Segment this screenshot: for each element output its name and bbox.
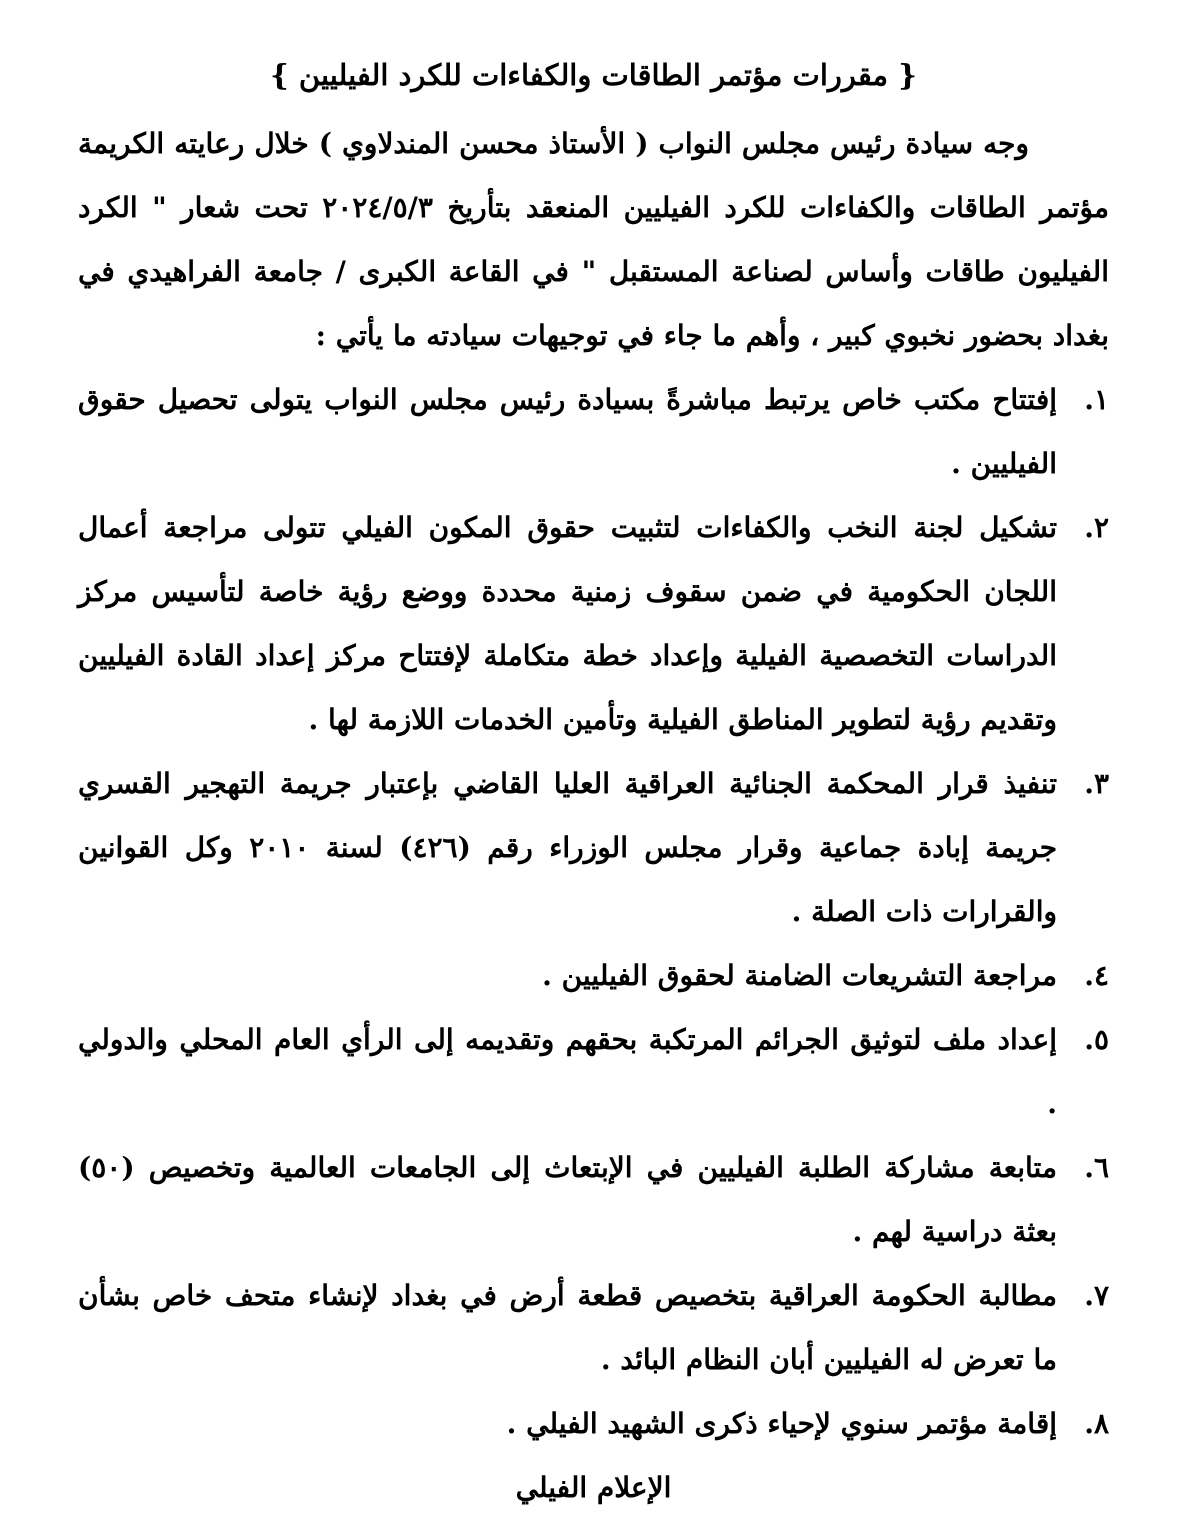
- list-item-text: إفتتاح مكتب خاص يرتبط مباشرةً بسيادة رئيس مجلس النواب يتولى تحصيل حقوق الفيليين .: [78, 383, 1057, 480]
- list-item: [78, 1264, 1109, 1392]
- list-item: [78, 368, 1109, 496]
- list-item-number: ٢.: [1084, 511, 1109, 544]
- list-item-number: ٥.: [1084, 1023, 1109, 1056]
- list-item: [78, 1392, 1109, 1456]
- list-item-number: ١.: [1084, 383, 1109, 416]
- list-item-number: ٧.: [1084, 1279, 1109, 1312]
- list-item-number: ٤.: [1084, 959, 1109, 992]
- list-item: [78, 752, 1109, 944]
- list-item-text: تنفيذ قرار المحكمة الجنائية العراقية العليا القاضي بإعتبار جريمة التهجير القسري جريمة إبادة جماعية وقرار مجلس الوزراء رقم (٤٢٦) لسنة ٢٠١٠ وكل القوانين والقرارات ذات الصلة .: [78, 767, 1058, 928]
- signature: الإعلام الفيلي: [515, 1471, 672, 1504]
- list-item-number: ٨.: [1084, 1407, 1109, 1440]
- list-item-text: مطالبة الحكومة العراقية بتخصيص قطعة أرض في بغداد لإنشاء متحف خاص بشأن ما تعرض له الفيليين أبان النظام البائد .: [78, 1279, 1057, 1376]
- list-item: [78, 496, 1109, 752]
- list-item-number: ٦.: [1084, 1151, 1109, 1184]
- list-item-text: متابعة مشاركة الطلبة الفيليين في الإبتعاث إلى الجامعات العالمية وتخصيص (٥٠) بعثة دراسية لهم .: [78, 1151, 1057, 1248]
- list-item-text: تشكيل لجنة النخب والكفاءات لتثبيت حقوق المكون الفيلي تتولى مراجعة أعمال اللجان الحكومية في ضمن سقوف زمنية محددة ووضع رؤية خاصة لتأسيس مركز الدراسات التخصصية الفيلية وإعداد خطة متكاملة لإفتتاح مركز إعداد القادة الفيليين وتقديم رؤية لتطوير المناطق الفيلية وتأمين الخدمات اللازمة لها .: [78, 511, 1057, 736]
- document-title: { مقررات مؤتمر الطاقات والكفاءات للكرد الفيليين }: [270, 58, 917, 92]
- list-item: [78, 1008, 1109, 1136]
- list-item-text: مراجعة التشريعات الضامنة لحقوق الفيليين .: [542, 959, 1057, 992]
- list-item-text: إعداد ملف لتوثيق الجرائم المرتكبة بحقهم وتقديمه إلى الرأي العام المحلي والدولي .: [78, 1023, 1057, 1120]
- list-item-number: ٣.: [1084, 767, 1109, 800]
- list-item-text: إقامة مؤتمر سنوي لإحياء ذكرى الشهيد الفيلي .: [506, 1407, 1057, 1440]
- list-item: [78, 944, 1109, 1008]
- resolutions-list: [78, 368, 1109, 1456]
- list-item: [78, 1136, 1109, 1264]
- intro-paragraph: وجه سيادة رئيس مجلس النواب ( الأستاذ محسن المندلاوي ) خلال رعايته الكريمة مؤتمر الطاقات والكفاءات للكرد الفيليين المنعقد بتأريخ ٢٠٢٤/٥/٣ تحت شعار " الكرد الفيليون طاقات وأساس لصناعة المستقبل " في القاعة الكبرى / جامعة الفراهيدي في بغداد بحضور نخبوي كبير ، وأهم ما جاء في توجيهات سيادته ما يأتي :: [78, 127, 1110, 352]
